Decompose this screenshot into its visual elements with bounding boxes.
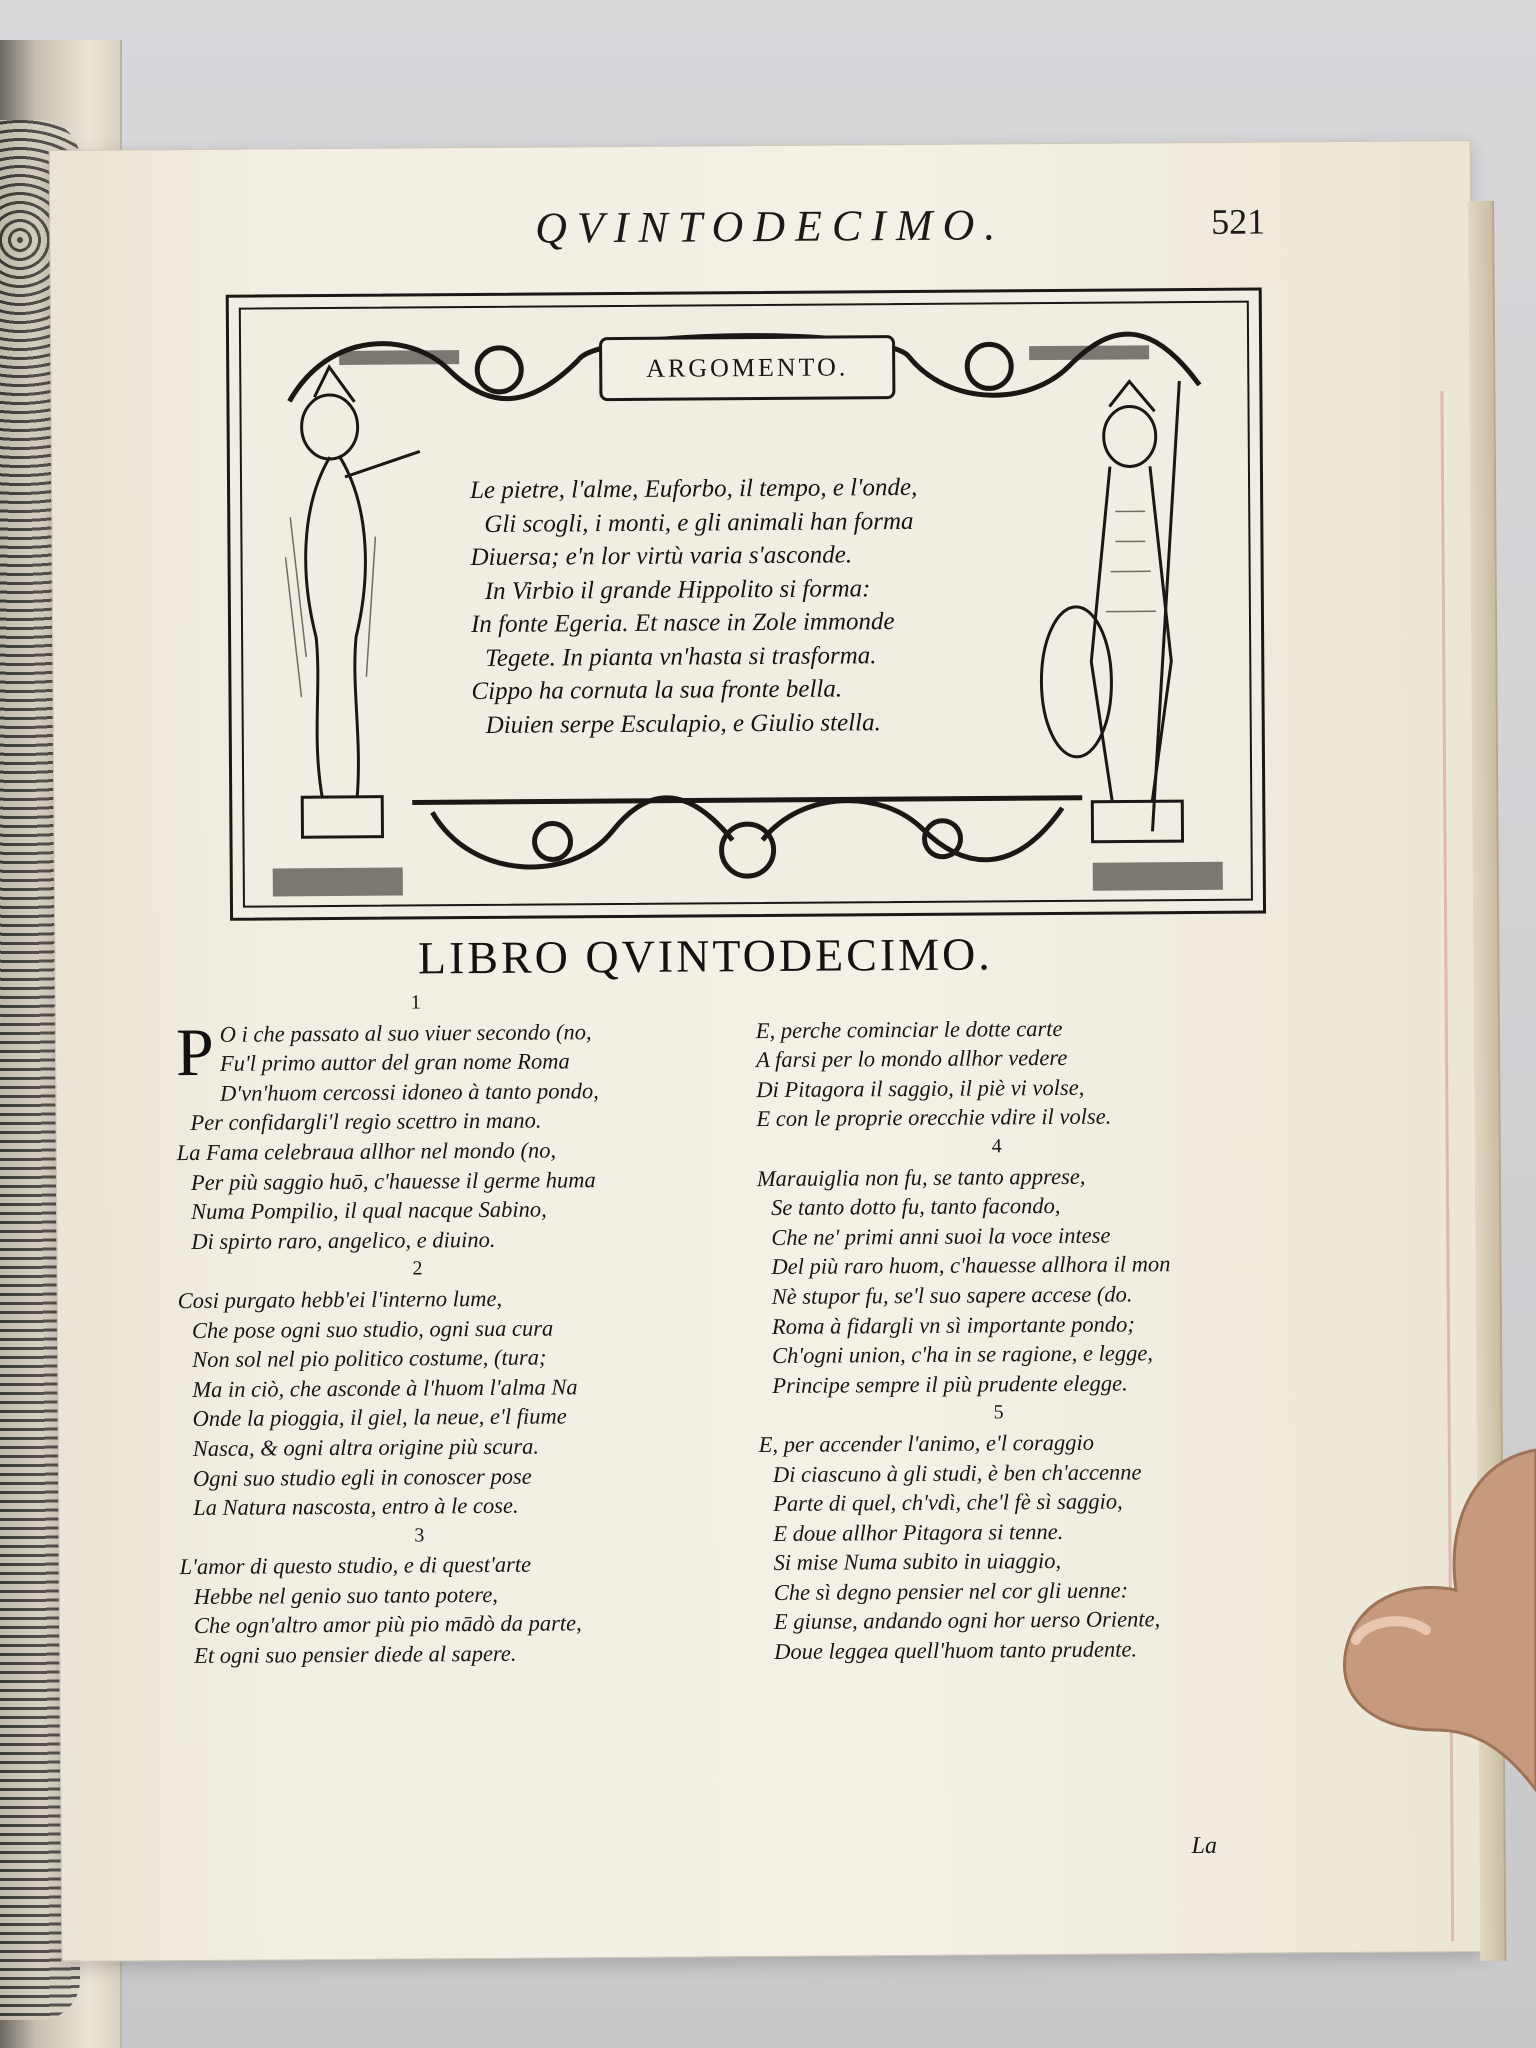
argument-line: Diuersa; e'n lor virtù varia s'asconde. <box>470 541 853 572</box>
verse-line: Che sì degno pensier nel cor gli uenne: <box>773 1577 1129 1605</box>
verse-line: Ma in ciò, che asconde à l'huom l'alma Na <box>192 1374 578 1402</box>
verse-line: Di spirto raro, angelico, e diuino. <box>191 1226 496 1254</box>
verse-line: Che ogn'altro amor più pio mādò da parte, <box>193 1610 582 1639</box>
stanza-number: 4 <box>991 1135 1002 1158</box>
verse-line: E giunse, andando ogni hor uerso Oriente, <box>773 1606 1161 1635</box>
verse-line: Roma à fidargli vn sì importante pondo; <box>771 1310 1135 1339</box>
verse-text: O i che passato al suo viuer secondo (no, <box>219 1018 592 1047</box>
argument-line: Cippo ha cornuta la sua fronte bella. <box>471 675 843 706</box>
verse-line: E, per accender l'animo, e'l coraggio <box>758 1429 1094 1457</box>
verse-line: Nasca, & ogni altra origine più scura. <box>192 1433 540 1461</box>
argomento-cartouche: ARGOMENTO. <box>599 335 895 401</box>
argument-line: Diuien serpe Esculapio, e Giulio stella. <box>485 708 881 739</box>
argument-verses <box>470 470 1032 742</box>
verse-line: E con le proprie orecchie vdire il volse. <box>756 1103 1112 1132</box>
verse-line: E, perche cominciar le dotte carte <box>755 1015 1063 1043</box>
engraved-argument-frame <box>226 288 1266 921</box>
verse-line: La Natura nascosta, entro à le cose. <box>193 1492 519 1521</box>
verse-line: Che ne' primi anni suoi la voce intese <box>771 1222 1111 1250</box>
verse-line: Del più raro huom, c'hauesse allhora il mon <box>771 1251 1171 1280</box>
verse-line: Ch'ogni union, c'ha in se ragione, e legge, <box>772 1340 1154 1369</box>
argument-line: Tegete. In pianta vn'hasta si trasforma. <box>485 641 877 672</box>
scrollwork-bottom-ornament <box>252 767 1243 904</box>
verse-line: Non sol nel pio politico costume, (tura; <box>192 1344 547 1373</box>
argument-line: Gli scogli, i monti, e gli animali han forma <box>484 507 914 538</box>
hand-thumb <box>1316 1430 1536 1850</box>
verse-line: Di ciascuno à gli studi, è ben ch'accenne <box>772 1458 1142 1487</box>
verse-line: Si mise Numa subito in uiaggio, <box>773 1548 1062 1576</box>
verse-line: Che pose ogni suo studio, ogni sua cura <box>191 1315 554 1343</box>
drop-cap: P <box>175 1013 215 1090</box>
verse-line: Numa Pompilio, il qual nacque Sabino, <box>191 1196 547 1225</box>
verse-line: Per confidargli'l regio scettro in mano. <box>190 1107 542 1136</box>
verse-line: Hebbe nel genio suo tanto potere, <box>193 1581 498 1609</box>
verse-line: E doue allhor Pitagora si tenne. <box>773 1518 1064 1546</box>
book-page <box>49 140 1484 1962</box>
running-head: QVINTODECIMO. <box>534 200 1006 253</box>
stanza-number: 1 <box>410 991 421 1014</box>
argument-line: In Virbio il grande Hippolito si forma: <box>484 574 871 605</box>
verse-line: D'vn'huom cercossi idoneo à tanto pondo, <box>220 1077 599 1106</box>
argument-line: Le pietre, l'alme, Euforbo, il tempo, e l'onde, <box>469 473 918 505</box>
right-verse-column <box>756 982 1321 1667</box>
verse-line: L'amor di questo studio, e di quest'arte <box>179 1551 532 1580</box>
verse-line: Per più saggio huō, c'hauesse il germe huma <box>190 1166 596 1195</box>
catchword: La <box>1191 1832 1218 1860</box>
verse-line: Et ogni suo pensier diede al sapere. <box>194 1640 517 1669</box>
verse-line: Se tanto dotto fu, tanto facondo, <box>771 1193 1061 1221</box>
page-number: 521 <box>1211 201 1266 242</box>
verse-line: Nè stupor fu, se'l suo sapere accese (do. <box>771 1281 1133 1309</box>
verse-line: Doue leggea quell'huom tanto prudente. <box>774 1636 1138 1665</box>
verse-line: Principe sempre il più prudente elegge. <box>772 1370 1128 1398</box>
verse-line: Fu'l primo auttor del gran nome Roma <box>219 1048 570 1076</box>
verse-line: La Fama celebraua allhor nel mondo (no, <box>176 1137 557 1166</box>
left-verse-column <box>176 986 801 1671</box>
argument-line: In fonte Egeria. Et nasce in Zole immonde <box>470 608 895 639</box>
stanza-number: 3 <box>414 1524 425 1547</box>
verse-line: Onde la pioggia, il giel, la neue, e'l fiume <box>192 1403 567 1432</box>
verse-line: Parte di quel, ch'vdì, che'l fè sì saggio, <box>773 1488 1123 1517</box>
verse-line: Cosi purgato hebb'ei l'interno lume, <box>177 1285 503 1314</box>
stanza-number: 2 <box>412 1257 423 1280</box>
verse-line: Ogni suo studio egli in conoscer pose <box>192 1463 532 1491</box>
verse-line: Di Pitagora il saggio, il piè vi volse, <box>756 1074 1085 1102</box>
stanza-number: 5 <box>993 1401 1004 1424</box>
stanza-spacer <box>756 983 1236 1016</box>
verse-line: A farsi per lo mondo allhor vedere <box>755 1045 1068 1073</box>
book-title: LIBRO QVINTODECIMO. <box>417 928 993 984</box>
verse-line: Marauiglia non fu, se tanto apprese, <box>756 1163 1086 1191</box>
